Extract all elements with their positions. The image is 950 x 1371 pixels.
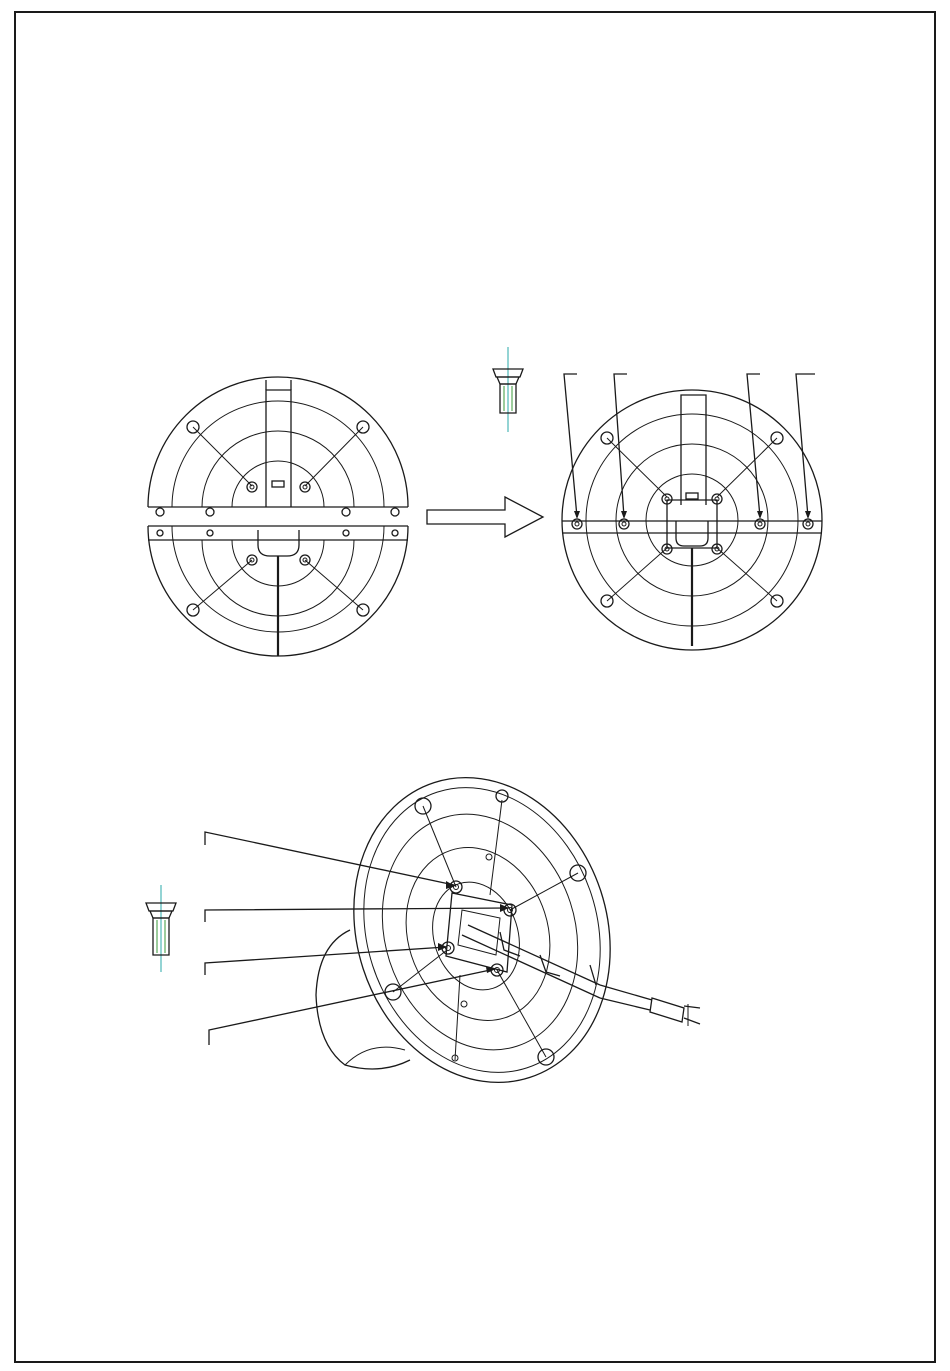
base-attached-to-lamp — [205, 744, 700, 1116]
screw-icon — [493, 347, 523, 432]
separated-base-halves — [148, 377, 408, 656]
base-bottom-half — [148, 526, 408, 656]
screw-icon — [146, 885, 176, 972]
page-border — [15, 12, 935, 1362]
joined-base-with-screws — [562, 374, 822, 650]
right-arrow-icon — [427, 497, 543, 537]
base-top-half — [148, 377, 408, 516]
